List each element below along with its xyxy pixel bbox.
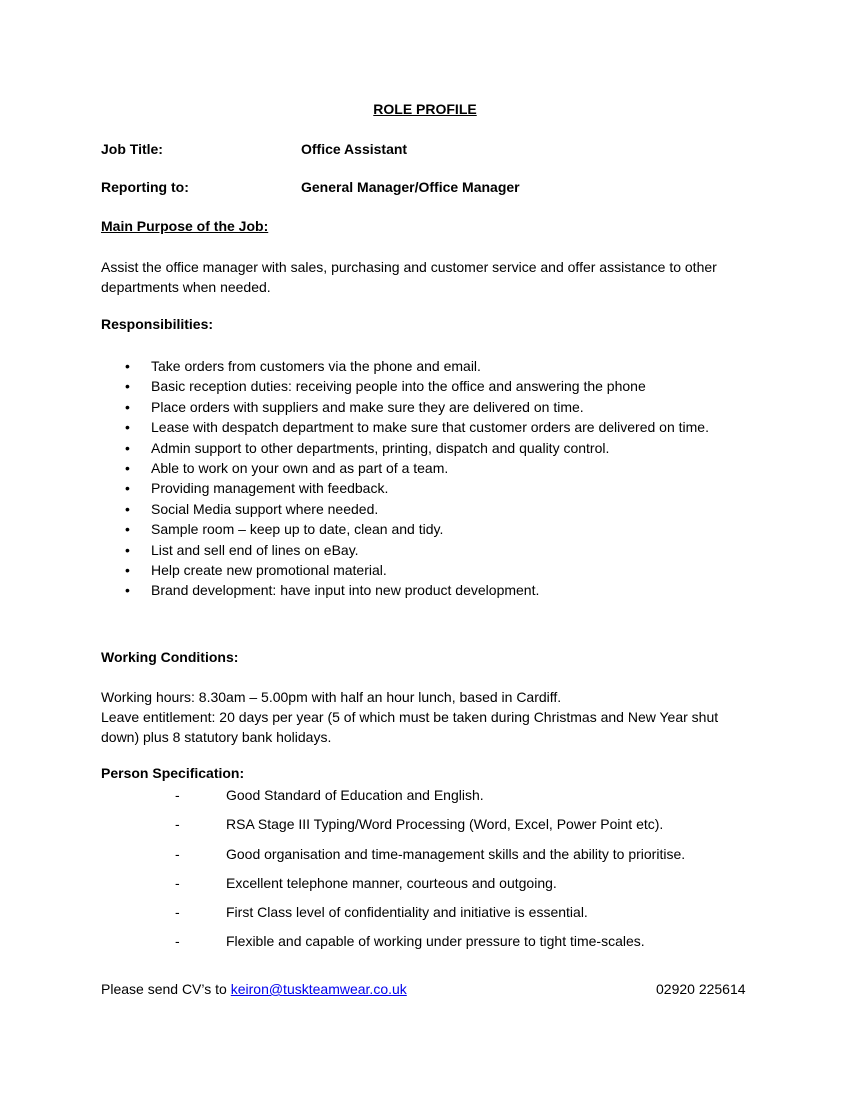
list-item xyxy=(101,458,709,478)
responsibility-text: Sample room – keep up to date, clean and tidy. xyxy=(151,521,444,538)
phone-number: 02920 225614 xyxy=(656,981,746,997)
bullet-icon: • xyxy=(125,582,130,599)
list-item xyxy=(101,844,685,873)
list-item xyxy=(101,580,709,600)
bullet-icon: • xyxy=(125,419,130,436)
email-link[interactable]: keiron@tuskteamwear.co.uk xyxy=(230,981,407,997)
responsibility-text: Social Media support where needed. xyxy=(151,500,379,517)
list-item xyxy=(101,397,709,417)
responsibility-text: Basic reception duties: receiving people into the office and answering the phone xyxy=(151,378,646,395)
bullet-icon: • xyxy=(125,459,130,476)
main-purpose-line-1: Assist the office manager with sales, purchasing and customer service and offer assistance to other xyxy=(101,259,717,275)
reporting-to-value: General Manager/Office Manager xyxy=(301,179,520,195)
job-title-value: Office Assistant xyxy=(301,141,408,157)
list-item xyxy=(101,499,709,519)
list-item xyxy=(101,356,709,376)
list-item xyxy=(101,519,709,539)
dash-icon: - xyxy=(175,933,180,950)
list-item xyxy=(101,417,709,437)
list-item xyxy=(101,873,685,902)
list-item xyxy=(101,785,685,814)
bullet-icon: • xyxy=(125,398,130,415)
main-purpose-heading: Main Purpose of the Job: xyxy=(101,218,269,234)
list-item xyxy=(101,814,685,843)
dash-icon: - xyxy=(175,904,180,921)
dash-icon: - xyxy=(175,787,180,803)
main-purpose-line-2: departments when needed. xyxy=(101,279,271,295)
leave-line-2: down) plus 8 statutory bank holidays. xyxy=(101,729,332,745)
list-item xyxy=(101,902,685,931)
spec-text: First Class level of confidentiality and initiative is essential. xyxy=(226,904,588,921)
bullet-icon: • xyxy=(125,541,130,558)
working-conditions-text xyxy=(101,687,761,747)
responsibility-text: Brand development: have input into new product development. xyxy=(151,582,540,599)
spec-text: Flexible and capable of working under pressure to tight time-scales. xyxy=(226,933,645,950)
bullet-icon: • xyxy=(125,480,130,497)
dash-icon: - xyxy=(175,845,180,862)
footer-prefix: Please send CV’s to xyxy=(101,981,231,997)
footer-contact xyxy=(101,981,407,997)
document-title: ROLE PROFILE xyxy=(373,101,477,117)
responsibility-text: Admin support to other departments, printing, dispatch and quality control. xyxy=(151,439,610,456)
responsibility-text: Take orders from customers via the phone and email. xyxy=(151,358,481,374)
spec-text: RSA Stage III Typing/Word Processing (Word, Excel, Power Point etc). xyxy=(226,816,664,833)
spec-text: Excellent telephone manner, courteous and outgoing. xyxy=(226,874,557,891)
main-purpose-text xyxy=(101,257,761,297)
spec-text: Good organisation and time-management skills and the ability to prioritise. xyxy=(226,845,686,862)
bullet-icon: • xyxy=(125,500,130,517)
responsibility-text: Lease with despatch department to make sure that customer orders are delivered on time. xyxy=(151,419,709,436)
leave-line-1: Leave entitlement: 20 days per year (5 of which must be taken during Christmas and New Year shut xyxy=(101,709,719,725)
person-spec-list xyxy=(101,785,685,961)
responsibilities-list xyxy=(101,356,709,601)
responsibility-text: Able to work on your own and as part of a team. xyxy=(151,459,449,476)
dash-icon: - xyxy=(175,816,180,833)
list-item xyxy=(101,478,709,498)
list-item xyxy=(101,540,709,560)
reporting-to-label: Reporting to: xyxy=(101,179,189,195)
working-conditions-heading: Working Conditions: xyxy=(101,649,239,665)
responsibility-text: Providing management with feedback. xyxy=(151,480,389,497)
responsibility-text: Place orders with suppliers and make sure they are delivered on time. xyxy=(151,398,584,415)
responsibility-text: Help create new promotional material. xyxy=(151,561,387,578)
list-item xyxy=(101,560,709,580)
list-item xyxy=(101,438,709,458)
job-title-label: Job Title: xyxy=(101,141,163,157)
bullet-icon: • xyxy=(125,439,130,456)
bullet-icon: • xyxy=(125,521,130,538)
person-spec-heading: Person Specification: xyxy=(101,765,245,781)
bullet-icon: • xyxy=(125,378,130,395)
spec-text: Good Standard of Education and English. xyxy=(226,787,484,803)
responsibilities-heading: Responsibilities: xyxy=(101,316,214,332)
list-item xyxy=(101,931,685,960)
dash-icon: - xyxy=(175,874,180,891)
working-hours-line: Working hours: 8.30am – 5.00pm with half an hour lunch, based in Cardiff. xyxy=(101,689,562,705)
bullet-icon: • xyxy=(125,561,130,578)
list-item xyxy=(101,376,709,396)
bullet-icon: • xyxy=(125,358,130,374)
responsibility-text: List and sell end of lines on eBay. xyxy=(151,541,359,558)
